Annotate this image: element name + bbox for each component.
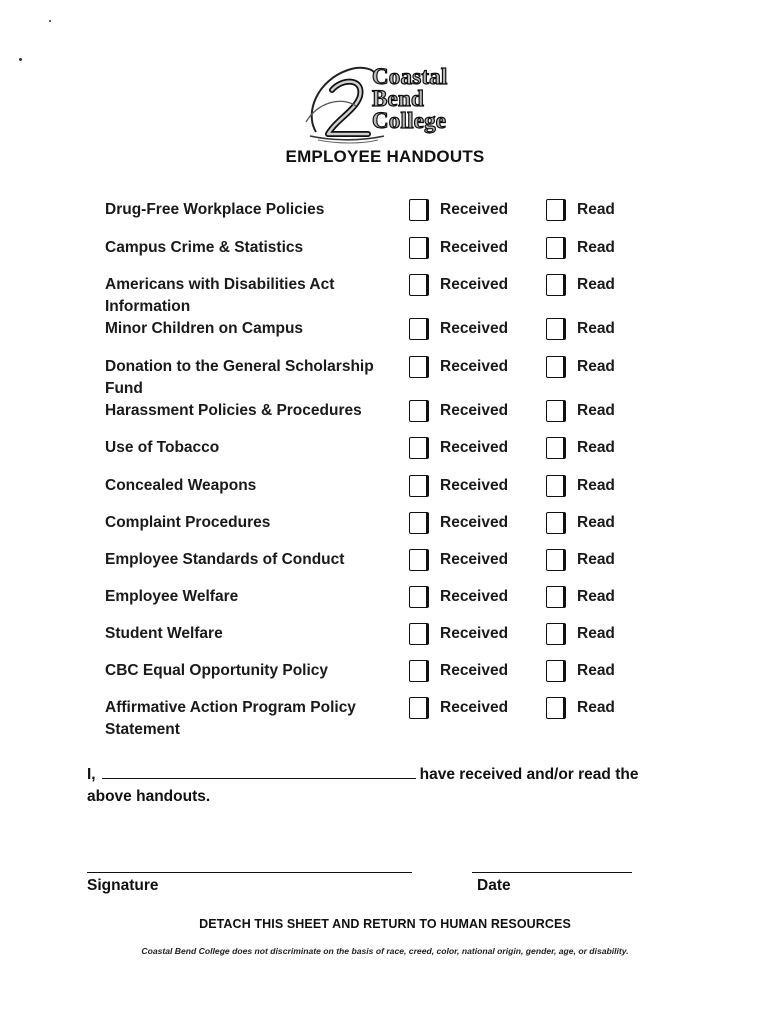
received-label: Received <box>440 402 509 419</box>
read-label: Read <box>577 439 615 456</box>
received-label: Received <box>440 551 509 568</box>
nondiscrimination-notice: Coastal Bend College does not discriminate on the basis of race, creed, color, national origin, gender, age, or disability. <box>141 946 629 956</box>
received-label: Received <box>440 320 509 337</box>
acknowledgement-statement <box>87 764 687 786</box>
read-label: Read <box>577 402 615 419</box>
read-label: Read <box>577 358 615 375</box>
read-checkbox[interactable] <box>546 697 566 719</box>
date-field[interactable] <box>472 872 632 873</box>
signature-field[interactable] <box>87 872 412 873</box>
received-label: Received <box>440 662 509 679</box>
read-checkbox[interactable] <box>546 356 566 378</box>
received-checkbox[interactable] <box>409 697 429 719</box>
received-checkbox[interactable] <box>409 437 429 459</box>
received-checkbox[interactable] <box>409 199 429 221</box>
read-checkbox[interactable] <box>546 318 566 340</box>
detach-notice: DETACH THIS SHEET AND RETURN TO HUMAN RESOURCES <box>199 917 571 931</box>
read-label: Read <box>577 551 615 568</box>
received-checkbox[interactable] <box>409 586 429 608</box>
handout-label: Use of Tobacco <box>105 439 220 456</box>
received-label: Received <box>440 625 509 642</box>
statement-line-2: above handouts. <box>87 788 211 805</box>
received-label: Received <box>440 439 509 456</box>
handout-label: Complaint Procedures <box>105 514 271 531</box>
read-label: Read <box>577 201 615 218</box>
received-checkbox[interactable] <box>409 400 429 422</box>
read-checkbox[interactable] <box>546 660 566 682</box>
received-label: Received <box>440 201 509 218</box>
received-label: Received <box>440 276 509 293</box>
read-label: Read <box>577 699 615 716</box>
read-label: Read <box>577 276 615 293</box>
college-logo <box>298 62 478 146</box>
read-label: Read <box>577 239 615 256</box>
handout-label: Employee Standards of Conduct <box>105 551 345 568</box>
logo-word-coastal: Coastal <box>372 64 448 89</box>
handout-label: Minor Children on Campus <box>105 320 304 337</box>
received-checkbox[interactable] <box>409 475 429 497</box>
handout-label: CBC Equal Opportunity Policy <box>105 662 329 679</box>
received-checkbox[interactable] <box>409 512 429 534</box>
read-checkbox[interactable] <box>546 549 566 571</box>
statement-prefix: I, <box>87 766 96 783</box>
received-checkbox[interactable] <box>409 660 429 682</box>
scan-speck <box>19 58 22 61</box>
signature-label: Signature <box>87 877 159 894</box>
handout-label: Concealed Weapons <box>105 477 257 494</box>
received-label: Received <box>440 699 509 716</box>
received-checkbox[interactable] <box>409 318 429 340</box>
read-checkbox[interactable] <box>546 199 566 221</box>
handout-label: Affirmative Action Program Policy Statement <box>105 699 356 738</box>
received-checkbox[interactable] <box>409 549 429 571</box>
read-label: Read <box>577 588 615 605</box>
received-label: Received <box>440 358 509 375</box>
received-checkbox[interactable] <box>409 623 429 645</box>
read-checkbox[interactable] <box>546 623 566 645</box>
scan-speck <box>49 20 51 22</box>
handout-label: Employee Welfare <box>105 588 239 605</box>
received-label: Received <box>440 514 509 531</box>
handout-label: Americans with Disabilities Act Information <box>105 276 335 315</box>
handout-label: Harassment Policies & Procedures <box>105 402 362 419</box>
handout-label: Campus Crime & Statistics <box>105 239 304 256</box>
read-label: Read <box>577 625 615 642</box>
received-label: Received <box>440 477 509 494</box>
read-checkbox[interactable] <box>546 475 566 497</box>
handout-label: Donation to the General Scholarship Fund <box>105 358 374 397</box>
read-checkbox[interactable] <box>546 274 566 296</box>
read-label: Read <box>577 477 615 494</box>
read-label: Read <box>577 662 615 679</box>
logo-word-bend: Bend <box>372 86 424 111</box>
received-label: Received <box>440 588 509 605</box>
page-title: EMPLOYEE HANDOUTS <box>285 147 485 166</box>
read-checkbox[interactable] <box>546 437 566 459</box>
received-checkbox[interactable] <box>409 274 429 296</box>
received-checkbox[interactable] <box>409 356 429 378</box>
received-label: Received <box>440 239 509 256</box>
read-checkbox[interactable] <box>546 586 566 608</box>
employee-name-field[interactable] <box>102 764 416 779</box>
received-checkbox[interactable] <box>409 237 429 259</box>
handout-label: Drug-Free Workplace Policies <box>105 201 325 218</box>
read-label: Read <box>577 320 615 337</box>
handout-label: Student Welfare <box>105 625 223 642</box>
read-label: Read <box>577 514 615 531</box>
statement-suffix: have received and/or read the <box>419 766 639 783</box>
read-checkbox[interactable] <box>546 400 566 422</box>
read-checkbox[interactable] <box>546 512 566 534</box>
read-checkbox[interactable] <box>546 237 566 259</box>
date-label: Date <box>477 877 511 894</box>
logo-word-college: College <box>372 108 447 133</box>
college-logo-wordmark <box>372 66 448 132</box>
